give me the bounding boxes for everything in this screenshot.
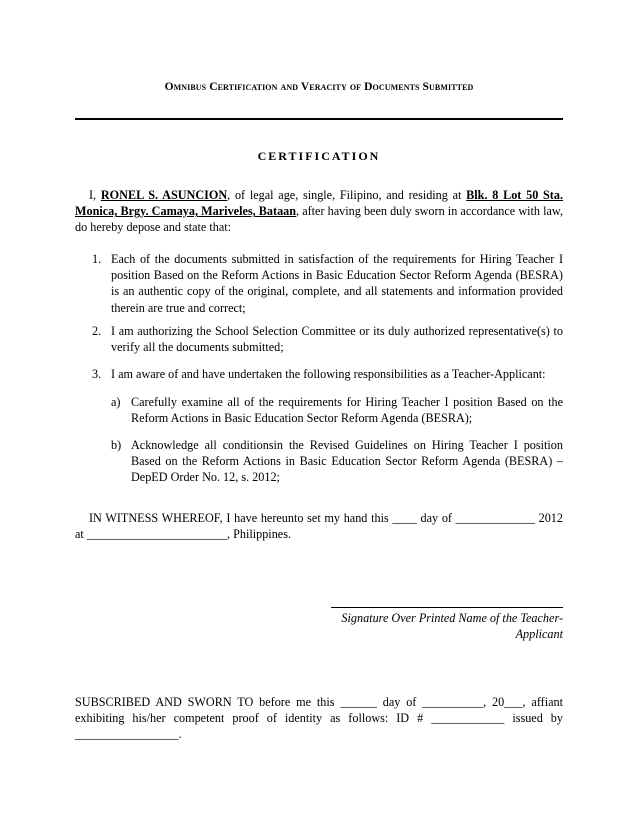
document-title: Omnibus Certification and Veracity of Documents Submitted	[164, 81, 474, 93]
list-item	[92, 323, 563, 355]
affiant-name: RONEL S. ASUNCION	[100, 188, 228, 202]
sub-item-text: Acknowledge all conditionsin the Revised Guidelines on Hiring Teacher I position Based on the Reform Actions in Basic Education Sector Reform Agenda (BESRA) – DepED Order No. 12, s. 2012;	[131, 438, 563, 485]
list-item-text: I am aware of and have undertaken the following responsibilities as a Teacher-Applicant:	[111, 367, 546, 381]
list-item-number: 3.	[92, 367, 102, 381]
list-item	[92, 366, 563, 382]
sub-item-text: Carefully examine all of the requirements for Hiring Teacher I position Based on the Reform Actions in Basic Education Sector Reform Agenda (BESRA);	[131, 395, 563, 426]
intro-middle: , of legal age, single, Filipino, and residing at	[227, 188, 467, 202]
certification-heading: CERTIFICATION	[257, 149, 381, 163]
sworn-paragraph: SUBSCRIBED AND SWORN TO before me this ______ day of __________, 20___, affiant exhibiting his/her competent proof of identity as follows: ID # ____________ issued by _________________.	[75, 695, 563, 742]
intro-suffix: , after having been duly sworn in accordance with law, do hereby depose and state that:	[75, 204, 563, 235]
affiant-address: Blk. 8 Lot 50 Sta. Monica, Brgy. Camaya, Mariveles, Bataan	[75, 188, 564, 219]
list-item-number: 1.	[92, 252, 102, 266]
sub-item-letter: b)	[111, 438, 122, 452]
intro-prefix: I,	[89, 188, 101, 202]
witness-paragraph: IN WITNESS WHEREOF, I have hereunto set my hand this ____ day of _____________ 2012 at _______________________, Philippines.	[75, 511, 563, 542]
sub-list-item	[111, 394, 563, 426]
sub-item-letter: a)	[111, 395, 121, 409]
signature-label: Signature Over Printed Name of the Teacher-Applicant	[341, 611, 563, 642]
intro-paragraph	[75, 187, 563, 236]
sub-list-item	[111, 437, 563, 486]
list-item-text: Each of the documents submitted in satisfaction of the requirements for Hiring Teacher I position Based on the Reform Actions in Basic Education Sector Reform Agenda (BESRA) is an authentic copy of the original, complete, and all statements and information provided therein are true and correct;	[111, 252, 563, 315]
signature-line	[331, 607, 563, 608]
list-item	[92, 251, 563, 316]
list-item-number: 2.	[92, 324, 102, 338]
title-underline	[75, 118, 563, 120]
list-item-text: I am authorizing the School Selection Committee or its duly authorized representative(s) to verify all the documents submitted;	[111, 324, 563, 355]
